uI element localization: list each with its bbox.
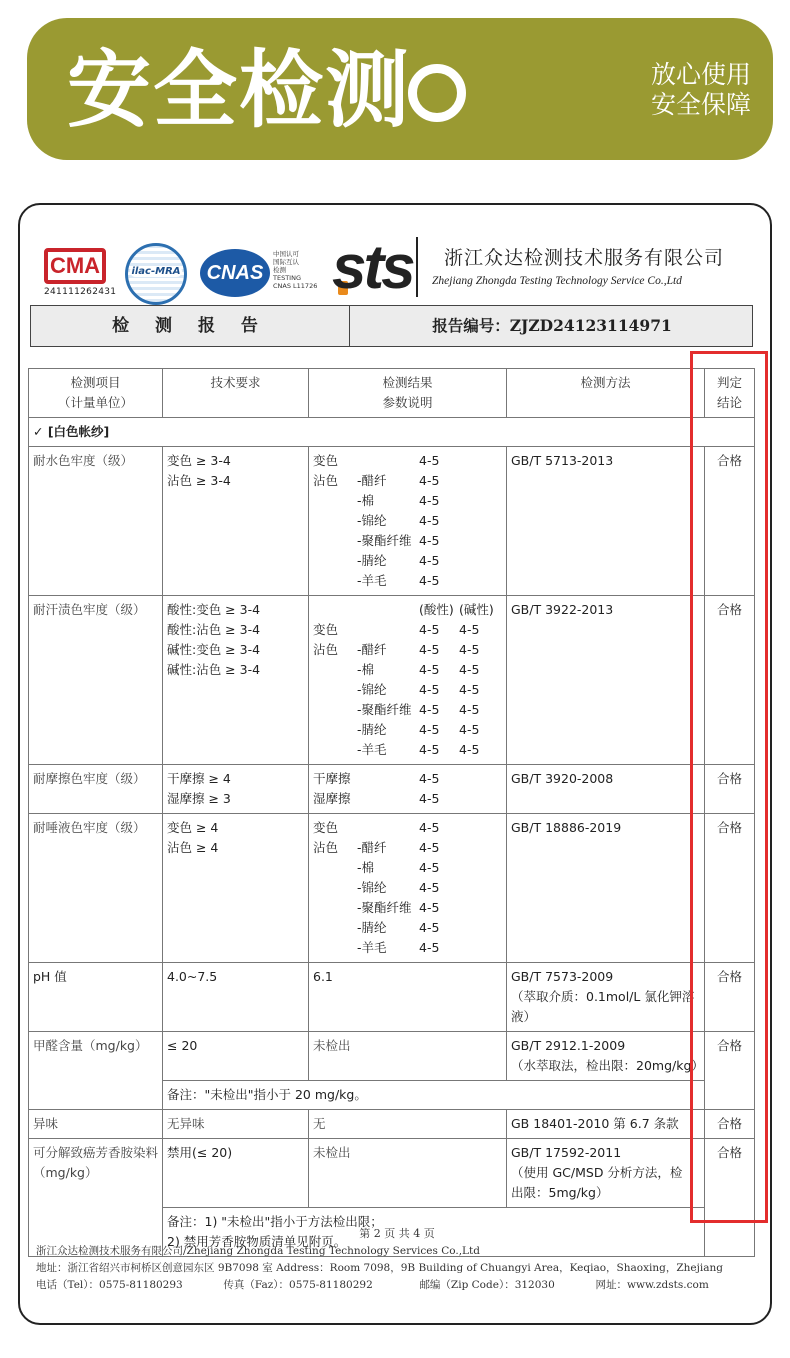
table-row [29, 1139, 755, 1208]
method-line: 液） [511, 1009, 537, 1024]
test-results-table [28, 368, 755, 1257]
table-row [29, 963, 755, 1032]
fiber-label: -聚酯纤维 [357, 702, 412, 717]
result-value: 4-5 [419, 820, 440, 835]
result-value: 4-5 [419, 553, 440, 568]
method-line: 出限：5mg/kg） [511, 1185, 609, 1200]
verdict-cell: 合格 [705, 814, 755, 963]
method-cell: GB/T 3922-2013 [507, 596, 705, 765]
note-line: 2) 禁用芳香胺物质清单见附页。 [167, 1234, 347, 1249]
req-line: 碱性:沾色 ≥ 3-4 [167, 662, 261, 677]
result-value: 4-5 [419, 513, 440, 528]
result-value: 4-5 [459, 742, 480, 757]
result-label: 变色 [313, 820, 339, 835]
footer-tel: 电话（Tel）：0575-81180293 [36, 1279, 183, 1291]
company-name-en: Zhejiang Zhongda Testing Technology Service Co.,Ltd [432, 275, 682, 287]
banner-subtitle [651, 60, 751, 120]
verdict-cell: 合格 [705, 765, 755, 814]
footer-address: 地址：浙江省绍兴市柯桥区创意园东区 9B7098 室 Address：Room 7098，9B Building of Chuangyi Area，Keqiao，Shaoxing，Zhejiang [36, 1262, 723, 1274]
result-value: 4-5 [419, 840, 440, 855]
footer-fax: 传真（Faz）：0575-81180292 [223, 1279, 373, 1291]
result-label: 湿摩擦 [313, 791, 351, 806]
verdict-highlight-box [690, 351, 768, 1223]
result-value: 4-5 [419, 473, 440, 488]
fiber-label: -锦纶 [357, 880, 387, 895]
fiber-label: -锦纶 [357, 513, 387, 528]
req-line: 湿摩擦 ≥ 3 [167, 791, 231, 806]
method-line: GB/T 7573-2009 [511, 969, 614, 984]
item-cell: 耐摩擦色牢度（级） [29, 765, 163, 814]
fiber-label: -棉 [357, 662, 375, 677]
req-cell [163, 447, 309, 596]
verdict-cell: 合格 [705, 447, 755, 596]
item-cell: 可分解致癌芳香胺染料（mg/kg） [29, 1139, 163, 1257]
header-text: 结论 [716, 395, 742, 410]
item-cell: 异味 [29, 1110, 163, 1139]
table-row [29, 1110, 755, 1139]
fiber-label: -羊毛 [357, 940, 387, 955]
result-value: 4-5 [419, 453, 440, 468]
fiber-label: -聚酯纤维 [357, 900, 412, 915]
verdict-cell: 合格 [705, 596, 755, 765]
cnas-line: TESTING [273, 274, 301, 282]
fiber-label: -腈纶 [357, 722, 387, 737]
cma-mark: CMA [44, 248, 106, 284]
req-cell: 无异味 [163, 1110, 309, 1139]
result-value: 4-5 [419, 642, 440, 657]
cma-logo [44, 248, 117, 297]
cnas-line: 中国认可 [273, 250, 299, 258]
page-number: 第 2 页 共 4 页 [359, 1227, 435, 1240]
method-line: GB/T 2912.1-2009 [511, 1038, 626, 1053]
result-value: 4-5 [419, 722, 440, 737]
req-cell [163, 596, 309, 765]
method-cell: GB/T 5713-2013 [507, 447, 705, 596]
result-value: 4-5 [419, 662, 440, 677]
header-text: 参数说明 [382, 395, 433, 410]
table-row [29, 765, 755, 814]
report-number: 报告编号：ZJZD24123114971 [432, 316, 672, 335]
header-text: 检测项目 [70, 375, 121, 390]
result-cell: 未检出 [309, 1032, 507, 1081]
fiber-label: -锦纶 [357, 682, 387, 697]
table-header-row [29, 369, 755, 418]
verdict-cell: 合格 [705, 1110, 755, 1139]
result-value: 4-5 [459, 622, 480, 637]
fiber-label: -羊毛 [357, 742, 387, 757]
verdict-cell: 合格 [705, 1139, 755, 1257]
req-cell: 4.0~7.5 [163, 963, 309, 1032]
method-line: （水萃取法，检出限：20mg/kg） [511, 1058, 704, 1073]
header-text: 检测结果 [382, 375, 433, 390]
result-value: 4-5 [459, 702, 480, 717]
result-cell: 6.1 [309, 963, 507, 1032]
report-card [18, 203, 772, 1325]
banner-title: 安全检测 [67, 41, 412, 139]
item-cell: pH 值 [29, 963, 163, 1032]
table-row [29, 447, 755, 596]
footer-web: 网址：www.zdsts.com [595, 1279, 709, 1291]
note-line: 备注：1) "未检出"指小于方法检出限； [167, 1214, 383, 1229]
footer-zip: 邮编（Zip Code）：312030 [419, 1279, 555, 1291]
result-value: 4-5 [419, 533, 440, 548]
result-label: 沾色 [313, 840, 339, 855]
result-value: 4-5 [419, 493, 440, 508]
sts-logo: sts [332, 233, 413, 302]
header-text: （计量单位） [57, 395, 133, 410]
cnas-logo: CNAS [200, 249, 270, 297]
result-value: 4-5 [419, 791, 440, 806]
circle-icon [408, 64, 466, 122]
item-cell: 耐水色牢度（级） [29, 447, 163, 596]
fiber-label: -棉 [357, 860, 375, 875]
result-value: 4-5 [419, 880, 440, 895]
result-cell [309, 596, 507, 765]
col-header-req: 技术要求 [163, 369, 309, 418]
method-line: （使用 GC/MSD 分析方法，检 [511, 1165, 683, 1180]
fiber-label: -腈纶 [357, 920, 387, 935]
result-value: 4-5 [419, 771, 440, 786]
item-cell: 耐唾液色牢度（级） [29, 814, 163, 963]
company-name-cn: 浙江众达检测技术服务有限公司 [444, 247, 725, 269]
method-line: （萃取介质：0.1mol/L 氯化钾溶 [511, 989, 695, 1004]
report-title: 检 测 报 告 [112, 316, 268, 336]
result-value: 4-5 [459, 642, 480, 657]
fiber-label: -腈纶 [357, 553, 387, 568]
fiber-label: -醋纤 [357, 473, 387, 488]
cnas-line: 检测 [273, 266, 286, 274]
cnas-caption [273, 250, 317, 290]
result-value: 4-5 [419, 682, 440, 697]
fiber-label: -聚酯纤维 [357, 533, 412, 548]
result-label: 沾色 [313, 473, 339, 488]
acid-header: (酸性) [419, 602, 454, 617]
req-line: 沾色 ≥ 3-4 [167, 473, 231, 488]
item-cell: 耐汗渍色牢度（级） [29, 596, 163, 765]
method-line: GB/T 17592-2011 [511, 1145, 622, 1160]
col-header-method: 检测方法 [507, 369, 705, 418]
result-cell: 无 [309, 1110, 507, 1139]
cma-number: 241111262431 [44, 287, 117, 297]
result-value: 4-5 [419, 920, 440, 935]
result-cell [309, 447, 507, 596]
cnas-line: CNAS L11726 [273, 282, 318, 290]
result-value: 4-5 [459, 662, 480, 677]
result-value: 4-5 [419, 900, 440, 915]
req-line: 沾色 ≥ 4 [167, 840, 219, 855]
result-value: 4-5 [419, 702, 440, 717]
ilac-label: ilac-MRA [131, 266, 181, 277]
method-cell [507, 963, 705, 1032]
verdict-cell: 合格 [705, 1032, 755, 1110]
result-cell [309, 765, 507, 814]
fiber-label: -棉 [357, 493, 375, 508]
result-label: 沾色 [313, 642, 339, 657]
result-value: 4-5 [419, 860, 440, 875]
section-label: ✓ [白色帐纱] [29, 418, 755, 447]
result-label: 变色 [313, 453, 339, 468]
result-cell: 未检出 [309, 1139, 507, 1208]
footer-company: 浙江众达检测技术服务有限公司/Zhejiang Zhongda Testing Technology Services Co.,Ltd [36, 1245, 480, 1257]
result-cell [309, 814, 507, 963]
req-cell: 禁用(≤ 20) [163, 1139, 309, 1208]
table-row [29, 1032, 755, 1081]
req-line: 变色 ≥ 3-4 [167, 453, 231, 468]
req-line: 酸性:沾色 ≥ 3-4 [167, 622, 261, 637]
col-header-result [309, 369, 507, 418]
req-cell: ≤ 20 [163, 1032, 309, 1081]
alkali-header: (碱性) [459, 602, 494, 617]
req-line: 碱性:变色 ≥ 3-4 [167, 642, 261, 657]
fiber-label: -醋纤 [357, 642, 387, 657]
req-cell [163, 814, 309, 963]
verdict-cell: 合格 [705, 963, 755, 1032]
fiber-label: -醋纤 [357, 840, 387, 855]
report-header-bar [30, 305, 753, 347]
header-text: 判定 [716, 375, 742, 390]
item-cell: 甲醛含量（mg/kg） [29, 1032, 163, 1110]
result-label: 变色 [313, 622, 339, 637]
method-cell [507, 1032, 705, 1081]
result-value: 4-5 [419, 573, 440, 588]
result-value: 4-5 [459, 722, 480, 737]
logo-divider [416, 237, 418, 297]
method-cell: GB/T 3920-2008 [507, 765, 705, 814]
result-value: 4-5 [419, 622, 440, 637]
ilac-mra-logo [125, 243, 187, 305]
col-header-item [29, 369, 163, 418]
table-row [29, 814, 755, 963]
banner-subtitle-line1: 放心使用 [650, 60, 751, 89]
section-row [29, 418, 755, 447]
req-line: 变色 ≥ 4 [167, 820, 219, 835]
footer-contact [36, 1277, 709, 1292]
result-value: 4-5 [459, 682, 480, 697]
table-row [29, 596, 755, 765]
note-cell: 备注："未检出"指小于 20 mg/kg。 [163, 1081, 705, 1110]
req-cell [163, 765, 309, 814]
req-line: 干摩擦 ≥ 4 [167, 771, 231, 786]
method-cell: GB 18401-2010 第 6.7 条款 [507, 1110, 705, 1139]
req-line: 酸性:变色 ≥ 3-4 [167, 602, 261, 617]
fiber-label: -羊毛 [357, 573, 387, 588]
header-banner [27, 18, 773, 160]
method-cell: GB/T 18886-2019 [507, 814, 705, 963]
method-cell [507, 1139, 705, 1208]
result-value: 4-5 [419, 742, 440, 757]
result-value: 4-5 [419, 940, 440, 955]
result-label: 干摩擦 [313, 771, 351, 786]
banner-subtitle-line2: 安全保障 [650, 90, 751, 119]
cnas-line: 国际互认 [273, 258, 299, 266]
